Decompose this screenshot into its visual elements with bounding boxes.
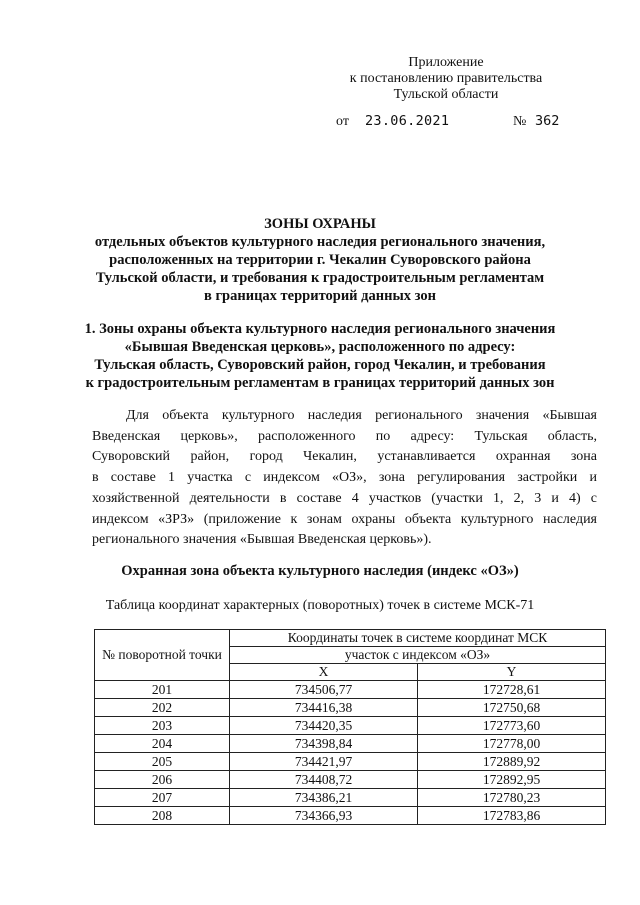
appendix-line-1: Приложение (408, 55, 484, 70)
section-line: к градостроительным регламентам в границах территорий данных зон (85, 375, 555, 391)
decree-number-label: № (513, 114, 527, 129)
coord-x: 734420,35 (230, 717, 418, 735)
appendix-header (330, 55, 562, 103)
title-line: Тульской области, и требования к градостроительным регламентам (95, 270, 545, 286)
paragraph-line: регионального значения «Бывшая Введенская церковь»). (92, 532, 432, 548)
header-subzone: участок с индексом «ОЗ» (230, 647, 606, 664)
section-line: 1. Зоны охраны объекта культурного наследия регионального значения (84, 321, 556, 337)
paragraph-line: Для объекта культурного наследия регионального значения «Бывшая (126, 408, 597, 423)
zone-heading: Охранная зона объекта культурного наследия (индекс «ОЗ») (121, 563, 519, 579)
point-number: 208 (95, 807, 230, 825)
coord-x: 734408,72 (230, 771, 418, 789)
coord-y: 172750,68 (418, 699, 606, 717)
title-line: расположенных на территории г. Чекалин Суворовского района (109, 252, 531, 268)
coordinates-table-body (95, 681, 606, 825)
point-number: 202 (95, 699, 230, 717)
table-row (95, 699, 606, 717)
paragraph-line: индексом «ЗРЗ» (приложение к зонам охраны объекта культурного наследия (92, 511, 597, 527)
table-row (95, 681, 606, 699)
header-x: X (230, 664, 418, 681)
section-line: Тульская область, Суворовский район, город Чекалин, и требования (94, 357, 546, 373)
section-line: «Бывшая Введенская церковь», расположенного по адресу: (124, 339, 516, 355)
coord-y: 172780,23 (418, 789, 606, 807)
table-row (95, 735, 606, 753)
coord-x: 734506,77 (230, 681, 418, 699)
coord-x: 734398,84 (230, 735, 418, 753)
point-number: 205 (95, 753, 230, 771)
header-coordinates: Координаты точек в системе координат МСК (230, 630, 606, 647)
table-row (95, 771, 606, 789)
coord-y: 172778,00 (418, 735, 606, 753)
coord-y: 172773,60 (418, 717, 606, 735)
coord-x: 734386,21 (230, 789, 418, 807)
point-number: 203 (95, 717, 230, 735)
table-row (95, 807, 606, 825)
coord-y: 172728,61 (418, 681, 606, 699)
decree-date: 23.06.2021 (365, 113, 450, 129)
document-title (60, 215, 580, 305)
table-row (95, 753, 606, 771)
title-line: в границах территорий данных зон (204, 288, 436, 304)
point-number: 206 (95, 771, 230, 789)
decree-from-label: от (336, 114, 349, 129)
title-heading: ЗОНЫ ОХРАНЫ (264, 216, 376, 232)
table-caption: Таблица координат характерных (поворотных) точек в системе МСК-71 (105, 598, 535, 613)
point-number: 204 (95, 735, 230, 753)
coord-x: 734416,38 (230, 699, 418, 717)
coord-y: 172783,86 (418, 807, 606, 825)
coord-x: 734366,93 (230, 807, 418, 825)
point-number: 201 (95, 681, 230, 699)
coordinates-table (94, 629, 606, 825)
coord-y: 172889,92 (418, 753, 606, 771)
appendix-line-2: к постановлению правительства (349, 71, 543, 86)
paragraph-line: хозяйственной деятельности в составе 4 участков (участки 1, 2, 3 и 4) с (92, 490, 597, 506)
paragraph-line: Введенская церковь», расположенного по адресу: Тульская область, (92, 428, 597, 444)
table-row (95, 789, 606, 807)
decree-reference (0, 112, 640, 132)
decree-number: 362 (535, 113, 560, 129)
coord-y: 172892,95 (418, 771, 606, 789)
section-1-heading (60, 320, 580, 392)
title-line: отдельных объектов культурного наследия регионального значения, (94, 234, 546, 250)
table-row (95, 717, 606, 735)
header-y: Y (418, 664, 606, 681)
appendix-line-3: Тульской области (393, 87, 499, 102)
paragraph-line: в составе 1 участка с индексом «ОЗ», зона регулирования застройки и (92, 470, 597, 486)
point-number: 207 (95, 789, 230, 807)
paragraph-line: Суворовский район, город Чекалин, устанавливается охранная зона (92, 449, 597, 465)
coord-x: 734421,97 (230, 753, 418, 771)
body-paragraph (92, 406, 597, 551)
header-point-number: № поворотной точки (95, 630, 230, 681)
